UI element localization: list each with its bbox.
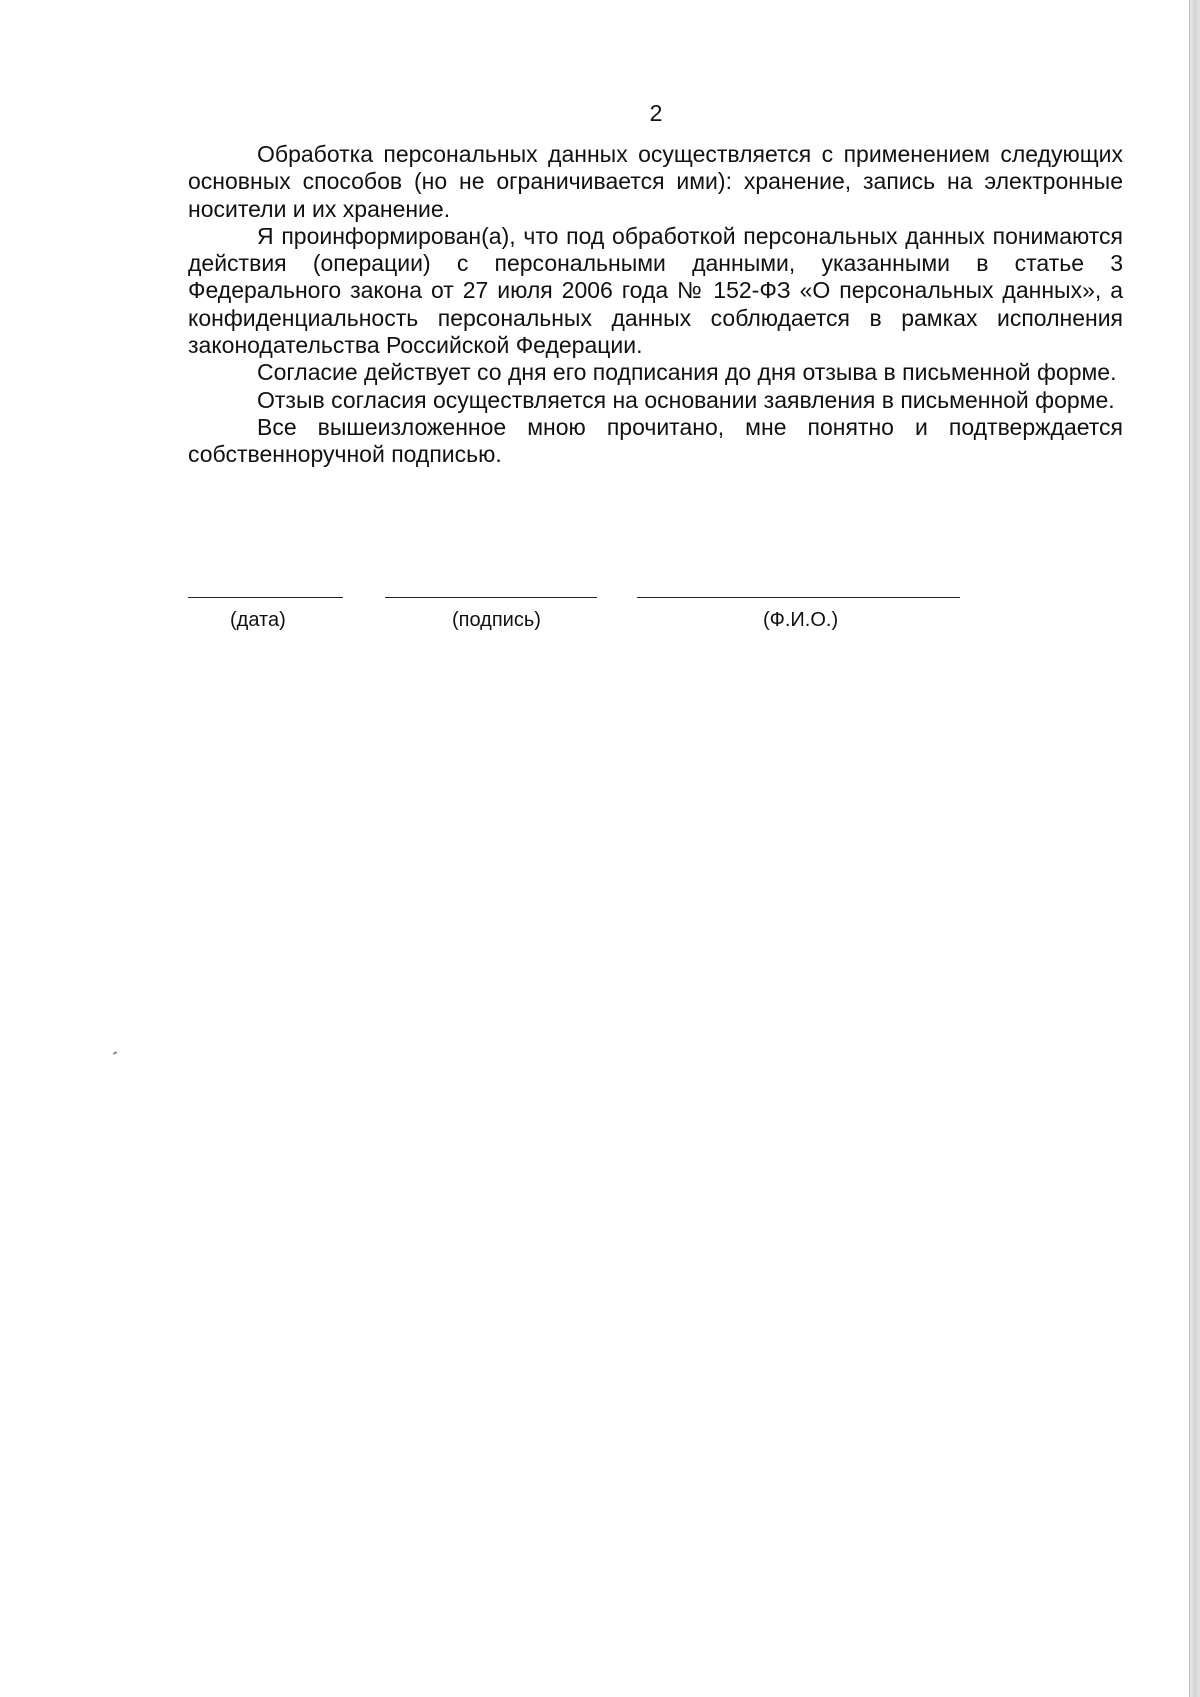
scan-edge-shadow — [1190, 0, 1200, 1697]
paragraph-consent-withdrawal: Отзыв согласия осуществляется на основании заявления в письменной форме. — [257, 386, 1115, 413]
full-name-caption: (Ф.И.О.) — [763, 609, 839, 631]
paragraph-processing-methods: Обработка персональных данных осуществляется с применением следующих основных способов (но не ограничивается ими): хранение, запись на электронные носители и их хранение. — [188, 141, 1123, 222]
paragraph-confirmation: Все вышеизложенное мною прочитано, мне понятно и подтверждается собственноручной подписью. — [188, 413, 1123, 468]
paragraph-consent-validity: Согласие действует со дня его подписания до дня отзыва в письменной форме. — [257, 359, 1117, 386]
signature-block — [0, 597, 1200, 637]
full-name-field — [637, 597, 960, 631]
paragraph-informed-consent: Я проинформирован(а), что под обработкой персональных данных понимаются действия (операции) с персональными данными, указанными в статье 3 Федерального закона от 27 июля 2006 года № 152-ФЗ «О персональных данных», а конфиденциальность персональных данных соблюдается в рамках исполнения законодательства Российской Федерации. — [188, 222, 1123, 359]
page-number: 2 — [649, 100, 663, 126]
signature-field — [385, 597, 597, 631]
full-name-line — [637, 597, 960, 598]
document-body — [188, 141, 1123, 469]
signature-line — [385, 597, 597, 598]
date-line — [188, 597, 343, 598]
date-caption: (дата) — [230, 609, 286, 631]
scan-speck — [113, 1051, 117, 1055]
signature-caption: (подпись) — [452, 609, 541, 631]
date-field — [188, 597, 343, 631]
